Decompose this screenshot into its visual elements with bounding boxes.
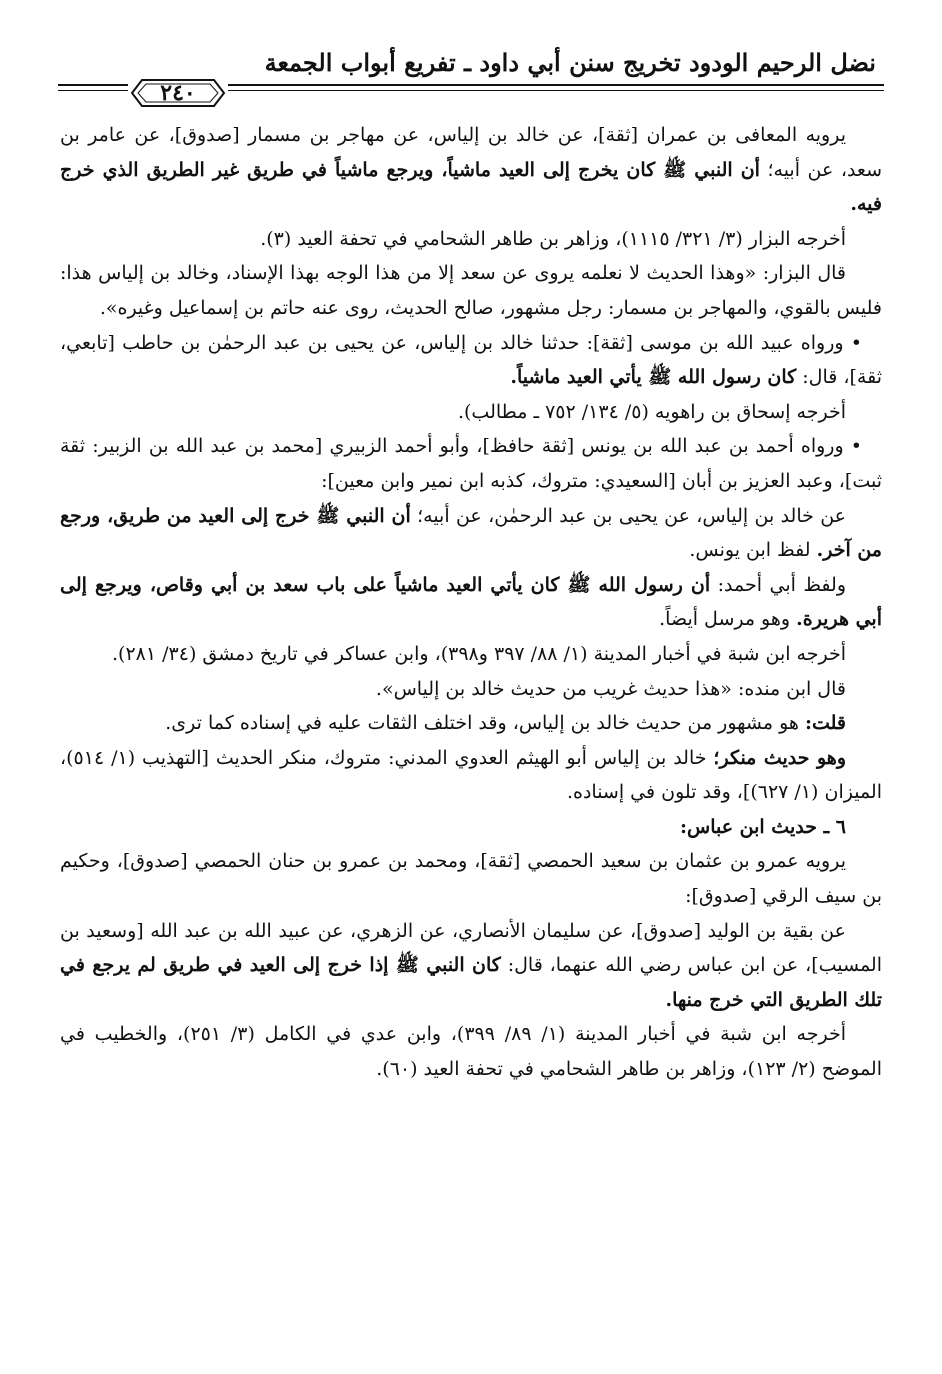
page-number: ٢٤٠ <box>160 80 196 106</box>
paragraph: أخرجه إسحاق بن راهويه (٥/ ١٣٤/ ٧٥٢ ـ مطالب). <box>457 400 846 423</box>
paragraph <box>60 706 882 741</box>
hadith-text: كان النبي ﷺ إذا خرج إلى العيد في طريق لم يرجع في تلك الطريق التي خرج منها. <box>60 954 882 1011</box>
page-number-badge <box>128 76 228 110</box>
text-span: لفظ ابن يونس. <box>689 539 817 562</box>
paragraph: يرويه عمرو بن عثمان بن سعيد الحمصي [ثقة]، ومحمد بن عمرو بن حنان الحمصي [صدوق]، وحكيم بن سيف الرقي [صدوق]: <box>60 850 882 908</box>
hadith-text: أن النبي ﷺ كان يخرج إلى العيد ماشياً، ويرجع ماشياً في طريق غير الطريق الذي خرج فيه. <box>60 158 882 216</box>
paragraph <box>60 499 882 568</box>
text-span: هو مشهور من حديث خالد بن إلياس، وقد اختلف الثقات عليه في إسناده كما ترى. <box>165 712 805 735</box>
section-title: ٦ ـ حديث ابن عباس: <box>679 815 846 838</box>
page-header <box>58 40 884 110</box>
hadith-text: أن النبي ﷺ خرج إلى العيد من طريق، ورجع من آخر. <box>60 504 882 562</box>
running-title: نضل الرحيم الودود تخريج سنن أبي داود ـ تفريع أبواب الجمعة <box>264 48 876 77</box>
paragraph <box>60 118 882 222</box>
text-span: وهو مرسل أيضاً. <box>659 608 797 631</box>
paragraph: • ورواه أحمد بن عبد الله بن يونس [ثقة حافظ]، وأبو أحمد الزبيري [محمد بن عبد الله بن الزبير: ثقة ثبت]، وعبد العزيز بن أبان [السعيدي: متروك، كذبه ابن نمير وابن معين]: <box>60 435 882 492</box>
hadith-text: أن رسول الله ﷺ كان يأتي العيد ماشياً على باب سعد بن أبي وقاص، ويرجع إلى أبي هريرة. <box>60 573 882 631</box>
main-text <box>60 118 882 1087</box>
verdict-label: وهو حديث منكر؛ <box>713 746 846 769</box>
hadith-text: كان رسول الله ﷺ يأتي العيد ماشياً. <box>510 366 797 389</box>
text-span: عن بقية بن الوليد [صدوق]، عن سليمان الأنصاري، عن الزهري، عن عبيد الله بن عبد الله [وسعيد بن المسيب]، عن ابن عباس رضي الله عنهما، قال: <box>60 919 883 977</box>
paragraph: قال ابن منده: «هذا حديث غريب من حديث خالد بن إلياس». <box>375 677 846 700</box>
text-span: يرويه المعافى بن عمران [ثقة]، عن خالد بن إلياس، عن مهاجر بن مسمار [صدوق]، عن عامر بن سعد، عن أبيه؛ <box>60 124 883 181</box>
text-span: عن خالد بن إلياس، عن يحيى بن عبد الرحمٰن، عن أبيه؛ <box>410 504 846 527</box>
paragraph: قال البزار: «وهذا الحديث لا نعلمه يروى عن سعد إلا من هذا الوجه بهذا الإسناد، وخالد بن إلياس هذا: فليس بالقوي، والمهاجر بن مسمار: رجل مشهور، صالح الحديث، روى عنه حاتم بن إسماعيل وغيره». <box>60 262 882 319</box>
text-span: ولفظ أبي أحمد: <box>710 573 846 596</box>
paragraph: أخرجه البزار (٣/ ٣٢١/ ١١١٥)، وزاهر بن طاهر الشحامي في تحفة العيد (٣). <box>260 227 846 250</box>
comment-label: قلت: <box>804 712 846 735</box>
paragraph <box>60 568 882 637</box>
paragraph <box>60 914 882 1018</box>
paragraph: أخرجه ابن شبة في أخبار المدينة (١/ ٨٨/ ٣٩٧ و٣٩٨)، وابن عساكر في تاريخ دمشق (٣٤/ ٢٨١). <box>112 642 846 665</box>
paragraph: أخرجه ابن شبة في أخبار المدينة (١/ ٨٩/ ٣٩٩)، وابن عدي في الكامل (٣/ ٢٥١)، والخطيب في الموضح (٢/ ١٢٣)، وزاهر بن طاهر الشحامي في تحفة العيد (٦٠). <box>60 1023 882 1081</box>
paragraph <box>60 326 882 395</box>
text-span: • ورواه عبيد الله بن موسى [ثقة]: حدثنا خالد بن إلياس، عن يحيى بن عبد الرحمٰن بن حاطب [تابعي، ثقة]، قال: <box>60 331 882 389</box>
paragraph <box>60 741 882 810</box>
text-span: خالد بن إلياس أبو الهيثم العدوي المدني: متروك، منكر الحديث [التهذيب (١/ ٥١٤)، الميزان (١/ ٦٢٧)]، وقد تلون في إسناده. <box>60 746 882 804</box>
